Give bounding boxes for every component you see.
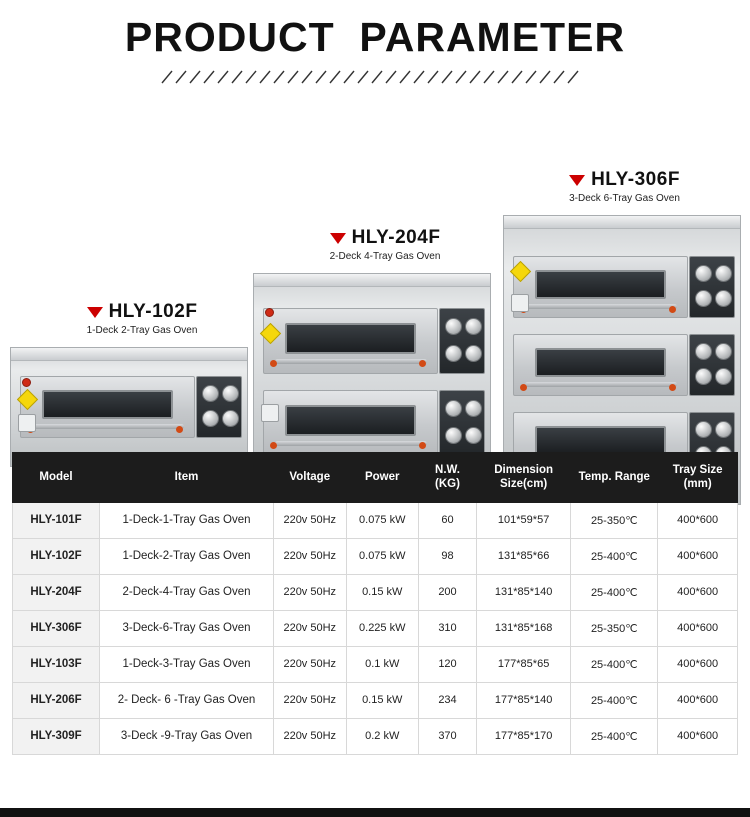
temperature-knob[interactable] [695, 343, 712, 360]
timer-knob[interactable] [715, 265, 732, 282]
column-header-dimension: Dimension Size(cm) [477, 453, 571, 503]
cell-net-weight: 60 [419, 502, 477, 538]
temperature-knob[interactable] [445, 400, 462, 417]
oven-control-panel[interactable] [439, 390, 485, 456]
temperature-knob[interactable] [695, 421, 712, 438]
cell-temp-range: 25-400℃ [571, 574, 658, 610]
table-row [13, 610, 738, 646]
oven-control-panel[interactable] [439, 308, 485, 374]
cell-model: HLY-101F [13, 502, 100, 538]
cell-voltage: 220v 50Hz [274, 574, 347, 610]
product-model-name: HLY-204F [351, 227, 441, 248]
cell-model: HLY-309F [13, 718, 100, 754]
cell-item: 2- Deck- 6 -Tray Gas Oven [100, 682, 274, 718]
cell-temp-range: 25-400℃ [571, 718, 658, 754]
table-row [13, 502, 738, 538]
hatch-decoration-icon [160, 69, 590, 85]
cell-model: HLY-206F [13, 682, 100, 718]
oven-top-hood [504, 216, 740, 229]
page-title: PRODUCT PARAMETER [124, 14, 626, 60]
product-label-hly-204f [290, 227, 480, 262]
red-triangle-marker-icon [569, 175, 585, 186]
cell-tray-size: 400*600 [658, 574, 738, 610]
cell-item: 2-Deck-4-Tray Gas Oven [100, 574, 274, 610]
oven-top-hood [254, 274, 490, 287]
oven-deck [20, 376, 195, 438]
cell-dimension: 131*85*140 [477, 574, 571, 610]
specification-table-wrapper [12, 452, 738, 755]
oven-door-window [285, 323, 416, 354]
gas-knob[interactable] [445, 345, 462, 362]
cell-temp-range: 25-400℃ [571, 538, 658, 574]
column-header-temp-range: Temp. Range [571, 453, 658, 503]
cell-model: HLY-102F [13, 538, 100, 574]
gas-knob[interactable] [202, 410, 219, 427]
cell-model: HLY-103F [13, 646, 100, 682]
cell-power: 0.075 kW [346, 502, 419, 538]
cell-dimension: 101*59*57 [477, 502, 571, 538]
cell-power: 0.225 kW [346, 610, 419, 646]
column-header-item: Item [100, 453, 274, 503]
product-model-name: HLY-102F [108, 301, 198, 322]
cell-tray-size: 400*600 [658, 646, 738, 682]
table-row [13, 718, 738, 754]
handle-cap-icon [669, 384, 676, 391]
oven-deck [263, 390, 438, 456]
oven-door-handle [275, 359, 427, 364]
table-row [13, 574, 738, 610]
gas-knob[interactable] [445, 427, 462, 444]
oven-door-window [535, 348, 666, 377]
cell-net-weight: 200 [419, 574, 477, 610]
cell-tray-size: 400*600 [658, 718, 738, 754]
power-indicator-icon [265, 308, 274, 317]
table-body [13, 502, 738, 754]
power-indicator-icon [22, 378, 31, 387]
oven-deck [513, 256, 688, 318]
cell-voltage: 220v 50Hz [274, 718, 347, 754]
ignition-knob[interactable] [465, 427, 482, 444]
oven-deck [513, 334, 688, 396]
ignition-knob[interactable] [715, 368, 732, 385]
ignition-knob[interactable] [715, 290, 732, 307]
cell-net-weight: 310 [419, 610, 477, 646]
table-header-row [13, 453, 738, 503]
oven-control-panel[interactable] [196, 376, 242, 438]
handle-cap-icon [270, 360, 277, 367]
column-header-power: Power [346, 453, 419, 503]
cell-tray-size: 400*600 [658, 682, 738, 718]
product-image-hly-204f [253, 273, 491, 478]
gas-knob[interactable] [695, 368, 712, 385]
timer-knob[interactable] [715, 421, 732, 438]
cell-power: 0.1 kW [346, 646, 419, 682]
product-label-hly-102f [52, 301, 232, 336]
cell-dimension: 177*85*170 [477, 718, 571, 754]
cell-temp-range: 25-350℃ [571, 502, 658, 538]
cell-temp-range: 25-400℃ [571, 682, 658, 718]
red-triangle-marker-icon [330, 233, 346, 244]
cell-power: 0.2 kW [346, 718, 419, 754]
temperature-knob[interactable] [445, 318, 462, 335]
cell-item: 3-Deck -9-Tray Gas Oven [100, 718, 274, 754]
product-showcase [0, 93, 750, 453]
gas-knob[interactable] [695, 290, 712, 307]
cell-voltage: 220v 50Hz [274, 646, 347, 682]
cell-net-weight: 120 [419, 646, 477, 682]
cell-voltage: 220v 50Hz [274, 610, 347, 646]
handle-cap-icon [520, 384, 527, 391]
red-triangle-marker-icon [87, 307, 103, 318]
cell-item: 3-Deck-6-Tray Gas Oven [100, 610, 274, 646]
ignition-knob[interactable] [465, 345, 482, 362]
oven-control-panel[interactable] [689, 334, 735, 396]
column-header-net-weight: N.W. (KG) [419, 453, 477, 503]
cell-net-weight: 234 [419, 682, 477, 718]
cell-temp-range: 25-400℃ [571, 646, 658, 682]
cell-dimension: 131*85*168 [477, 610, 571, 646]
cell-model: HLY-204F [13, 574, 100, 610]
cell-tray-size: 400*600 [658, 610, 738, 646]
cell-power: 0.15 kW [346, 682, 419, 718]
cell-net-weight: 98 [419, 538, 477, 574]
oven-door-handle [525, 304, 677, 309]
product-image-hly-102f [10, 347, 248, 467]
product-label-hly-306f [532, 169, 717, 204]
cell-dimension: 177*85*65 [477, 646, 571, 682]
timer-knob[interactable] [465, 400, 482, 417]
column-header-tray-size: Tray Size (mm) [658, 453, 738, 503]
oven-door-window [42, 390, 173, 419]
product-model-subtitle: 3-Deck 6-Tray Gas Oven [569, 193, 680, 204]
table-header [13, 453, 738, 503]
product-model-name: HLY-306F [591, 169, 680, 190]
oven-door-handle [32, 424, 184, 429]
oven-control-panel[interactable] [689, 256, 735, 318]
cell-item: 1-Deck-2-Tray Gas Oven [100, 538, 274, 574]
cell-voltage: 220v 50Hz [274, 682, 347, 718]
timer-knob[interactable] [465, 318, 482, 335]
product-model-subtitle: 1-Deck 2-Tray Gas Oven [86, 325, 198, 336]
cell-temp-range: 25-350℃ [571, 610, 658, 646]
product-model-subtitle: 2-Deck 4-Tray Gas Oven [329, 251, 441, 262]
handle-cap-icon [419, 360, 426, 367]
handle-cap-icon [419, 442, 426, 449]
column-header-voltage: Voltage [274, 453, 347, 503]
ignition-knob[interactable] [222, 410, 239, 427]
cell-dimension: 177*85*140 [477, 682, 571, 718]
cell-item: 1-Deck-1-Tray Gas Oven [100, 502, 274, 538]
table-row [13, 646, 738, 682]
table-row [13, 682, 738, 718]
handle-cap-icon [669, 306, 676, 313]
brand-badge [18, 414, 36, 432]
cell-power: 0.15 kW [346, 574, 419, 610]
cell-power: 0.075 kW [346, 538, 419, 574]
cell-tray-size: 400*600 [658, 502, 738, 538]
specification-table [12, 452, 738, 755]
timer-knob[interactable] [715, 343, 732, 360]
cell-voltage: 220v 50Hz [274, 538, 347, 574]
column-header-model: Model [13, 453, 100, 503]
cell-net-weight: 370 [419, 718, 477, 754]
cell-tray-size: 400*600 [658, 538, 738, 574]
oven-door-handle [525, 382, 677, 387]
oven-door-handle [275, 441, 427, 446]
cell-voltage: 220v 50Hz [274, 502, 347, 538]
brand-badge [511, 294, 529, 312]
cell-item: 1-Deck-3-Tray Gas Oven [100, 646, 274, 682]
page-header [0, 0, 750, 85]
oven-top-hood [11, 348, 247, 361]
temperature-knob[interactable] [202, 385, 219, 402]
cell-dimension: 131*85*66 [477, 538, 571, 574]
timer-knob[interactable] [222, 385, 239, 402]
brand-badge [261, 404, 279, 422]
handle-cap-icon [176, 426, 183, 433]
oven-deck [263, 308, 438, 374]
table-row [13, 538, 738, 574]
handle-cap-icon [270, 442, 277, 449]
bottom-bar [0, 808, 750, 817]
temperature-knob[interactable] [695, 265, 712, 282]
oven-door-window [535, 426, 666, 455]
oven-door-window [535, 270, 666, 299]
cell-model: HLY-306F [13, 610, 100, 646]
oven-door-window [285, 405, 416, 436]
